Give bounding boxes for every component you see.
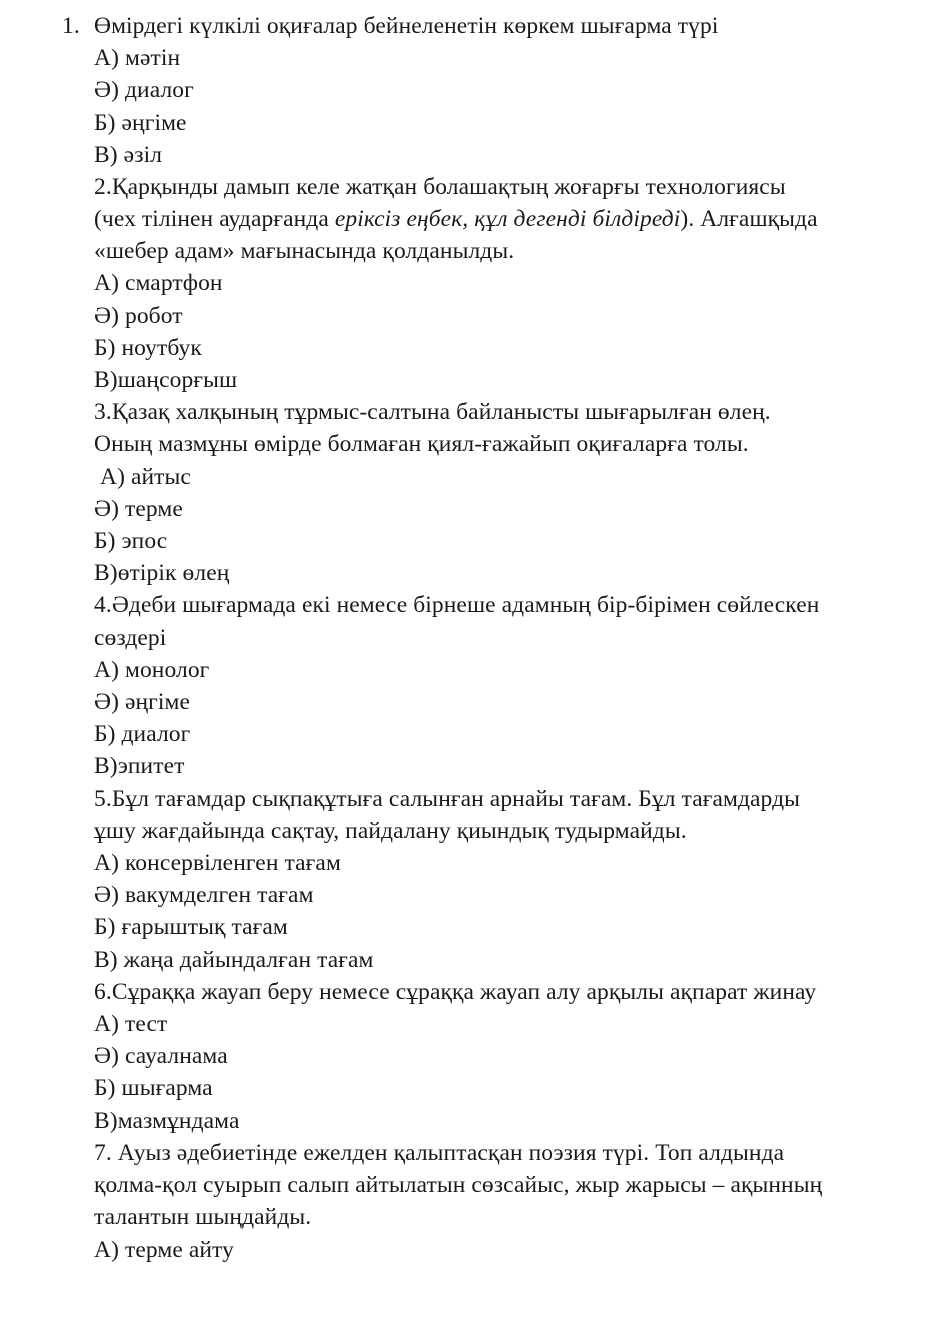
question-3-line-1: 3.Қазақ халқының тұрмыс-салтына байланысты шығарылған өлең. xyxy=(94,399,771,425)
q5-option-v: В) жаңа дайындалған тағам xyxy=(94,947,374,973)
q3-option-ae: Ә) терме xyxy=(94,496,183,522)
q2-option-b: Б) ноутбук xyxy=(94,335,202,361)
question-7-line-1: 7. Ауыз әдебиетінде ежелден қалыптасқан поэзия түрі. Топ алдында xyxy=(94,1140,785,1166)
q4-option-ae: Ә) әңгіме xyxy=(94,689,191,715)
question-2-line-2 xyxy=(94,203,818,235)
question-4-line-2: сөздері xyxy=(94,625,167,651)
q4-option-b: Б) диалог xyxy=(94,721,191,747)
question-2-line-1: 2.Қарқынды дамып келе жатқан болашақтың жоғарғы технологиясы xyxy=(94,174,786,200)
question-1-text: Өмірдегі күлкілі оқиғалар бейнеленетін көркем шығарма түрі xyxy=(94,13,719,39)
question-2-line-3: «шебер адам» мағынасында қолданылды. xyxy=(94,238,515,264)
q5-option-a: А) консервіленген тағам xyxy=(94,850,341,876)
q3-option-v: В)өтірік өлең xyxy=(94,560,230,586)
question-7-line-3: талантын шыңдайды. xyxy=(94,1204,312,1230)
q2-option-a: А) смартфон xyxy=(94,270,223,296)
question-5-line-2: ұшу жағдайында сақтау, пайдалану қиындық тудырмайды. xyxy=(94,818,687,844)
q3-option-b: Б) эпос xyxy=(94,528,168,554)
q7-option-a: А) терме айту xyxy=(94,1237,234,1263)
q1-option-b: Б) әңгіме xyxy=(94,110,187,136)
question-7-line-2: қолма-қол суырып салып айтылатын сөзсайыс, жыр жарысы – ақынның xyxy=(94,1172,823,1198)
question-4-line-1: 4.Әдеби шығармада екі немесе бірнеше адамның бір-бірімен сөйлескен xyxy=(94,592,820,618)
question-5-line-1: 5.Бұл тағамдар сықпақұтыға салынған арнайы тағам. Бұл тағамдарды xyxy=(94,786,801,812)
question-1-number: 1. xyxy=(62,13,80,39)
q4-option-a: А) монолог xyxy=(94,657,210,683)
q1-option-ae: Ә) диалог xyxy=(94,77,194,103)
q5-option-ae: Ә) вакумделген тағам xyxy=(94,882,314,908)
q5-option-b: Б) ғарыштық тағам xyxy=(94,914,288,940)
q6-option-ae: Ә) сауалнама xyxy=(94,1043,228,1069)
question-6-line-1: 6.Сұраққа жауап беру немесе сұраққа жауап алу арқылы ақпарат жинау xyxy=(94,979,817,1005)
question-2-line-2-start: (чех тілінен аударғанда xyxy=(94,206,335,232)
q2-option-ae: Ә) робот xyxy=(94,303,183,329)
q6-option-b: Б) шығарма xyxy=(94,1075,213,1101)
q3-option-a: А) айтыс xyxy=(100,464,191,490)
question-2-line-2-end: ). Алғашқыда xyxy=(680,206,818,232)
q1-option-v: В) әзіл xyxy=(94,142,163,168)
q1-option-a: А) мәтін xyxy=(94,45,181,71)
q6-option-a: А) тест xyxy=(94,1011,168,1037)
question-2-italic-translation: еріксіз еңбек, құл дегенді білдіреді xyxy=(334,206,681,232)
question-3-line-2: Оның мазмұны өмірде болмаған қиял-ғажайып оқиғаларға толы. xyxy=(94,431,749,457)
q2-option-v: В)шаңсорғыш xyxy=(94,367,238,393)
q6-option-v: В)мазмұндама xyxy=(94,1108,240,1134)
q4-option-v: В)эпитет xyxy=(94,753,185,779)
